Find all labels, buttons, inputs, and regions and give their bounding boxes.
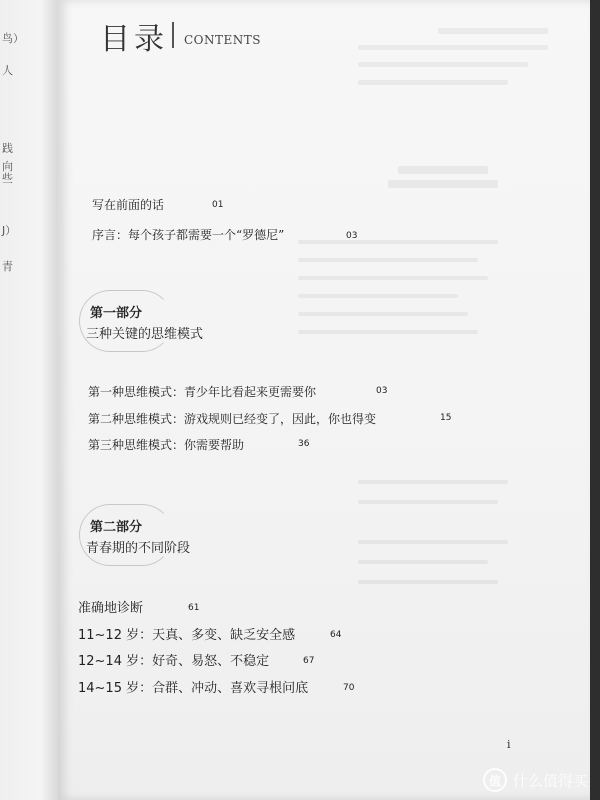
toc-entry-title: 写在前面的话: [92, 198, 165, 212]
left-page-fragment: 些: [2, 172, 13, 185]
bleed-through: [298, 312, 468, 316]
toc-entry-page: 36: [298, 439, 310, 449]
part-two-badge: [79, 504, 173, 566]
toc-entry[interactable]: [88, 434, 310, 453]
bleed-through: [358, 80, 508, 85]
toc-entry[interactable]: [88, 408, 452, 427]
toc-entry[interactable]: [78, 677, 355, 696]
toc-entry-title: 准确地诊断: [78, 601, 144, 616]
toc-entry-title: 12~14 岁：好奇、易怒、不稳定: [78, 654, 270, 669]
page-folio: i: [507, 738, 511, 751]
page-title: 目录: [100, 22, 168, 57]
bleed-through: [298, 330, 478, 334]
toc-entry-title: 第一种思维模式：青少年比看起来更需要你: [88, 385, 317, 399]
bleed-through: [298, 258, 478, 262]
contents-page: [58, 0, 590, 800]
toc-entry-page: 03: [346, 231, 358, 241]
toc-entry[interactable]: [78, 597, 200, 616]
left-page-fragment: 人: [2, 64, 13, 77]
part-two-number: 第二部分: [90, 520, 143, 535]
bleed-through: [358, 500, 498, 504]
toc-entry-title: 14~15 岁：合群、冲动、喜欢寻根问底: [78, 681, 309, 696]
bleed-through: [358, 45, 548, 50]
toc-entry-page: 67: [303, 656, 315, 666]
bleed-through: [358, 480, 508, 484]
toc-entry[interactable]: [78, 624, 342, 643]
watermark-logo-icon: 值: [483, 768, 507, 792]
toc-entry-title: 第三种思维模式：你需要帮助: [88, 438, 245, 452]
bleed-through: [388, 180, 498, 188]
bleed-through: [298, 276, 488, 280]
part-one-badge: [79, 290, 173, 352]
background-edge: [590, 0, 600, 800]
toc-entry-page: 70: [343, 683, 355, 693]
left-page-fragment: 向: [2, 160, 13, 173]
toc-entry-page: 64: [330, 630, 342, 640]
bleed-through: [358, 62, 528, 67]
bleed-through: [358, 560, 488, 564]
bleed-through: [298, 294, 458, 298]
watermark-text: 什么值得买: [512, 771, 588, 790]
left-page-fragment: 践: [2, 142, 13, 155]
toc-entry-title: 第二种思维模式：游戏规则已经变了，因此，你也得变: [88, 412, 377, 426]
toc-entry[interactable]: [78, 650, 315, 669]
bleed-through: [358, 580, 498, 584]
bleed-through: [398, 166, 488, 174]
bleed-through: [358, 540, 508, 544]
watermark: [483, 768, 588, 792]
left-page-edge: [0, 0, 58, 800]
toc-entry-page: 61: [188, 603, 200, 613]
toc-entry-page: 03: [376, 386, 388, 396]
toc-entry-page: 15: [440, 413, 452, 423]
toc-entry[interactable]: [92, 194, 224, 213]
part-two-name: 青春期的不同阶段: [86, 541, 191, 556]
part-one-name: 三种关键的思维模式: [86, 327, 204, 342]
toc-entry-title: 序言：每个孩子都需要一个“罗德尼”: [92, 228, 285, 242]
toc-entry[interactable]: [88, 381, 388, 400]
toc-entry-title: 11~12 岁：天真、多变、缺乏安全感: [78, 628, 296, 643]
title-divider: [172, 22, 174, 48]
left-page-fragment: J）: [2, 224, 17, 237]
page-subtitle: CONTENTS: [184, 33, 262, 47]
bleed-through: [438, 28, 548, 34]
part-one-number: 第一部分: [90, 306, 143, 321]
toc-entry[interactable]: [92, 224, 358, 243]
toc-entry-page: 01: [212, 200, 224, 210]
left-page-fragment: 青: [2, 260, 13, 273]
bleed-through: [298, 240, 498, 244]
left-page-fragment: 鸟）: [2, 32, 24, 45]
